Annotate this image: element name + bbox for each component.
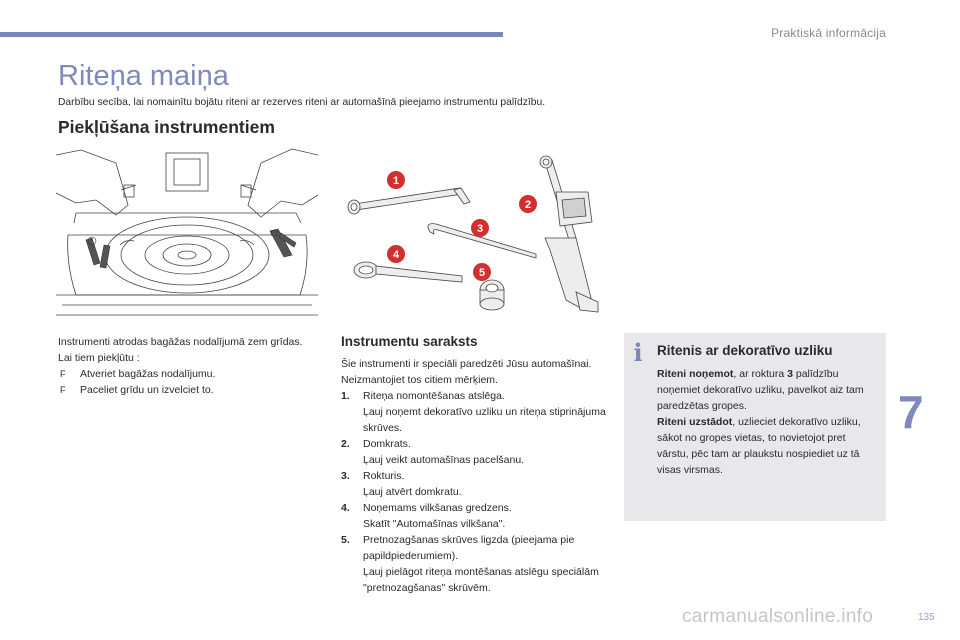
bullet-arrow-icon: F (60, 369, 66, 379)
tool-name: Riteņa nomontēšanas atslēga. (363, 390, 505, 402)
tool-description: Ļauj pielāgot riteņa montēšanas atslēgu speciālām "pretnozagšanas" skrūvēm. (363, 566, 599, 594)
trunk-text-line2: Lai tiem piekļūtu : (58, 352, 140, 364)
list-item (58, 382, 323, 398)
page-number: 135 (918, 612, 935, 623)
tool-number: 3. (341, 470, 350, 482)
tool-name: Noņemams vilkšanas gredzens. (363, 502, 512, 514)
watermark: carmanualsonline.info (682, 606, 874, 627)
info-remove-text-end: palīdzību noņemiet dekoratīvo uzliku, pavelkot aiz tam paredzētas gropes. (657, 368, 864, 412)
list-item (341, 436, 611, 468)
list-item (58, 366, 323, 382)
info-remove-text: , ar roktura (733, 368, 788, 380)
tools-intro: Šie instrumenti ir speciāli paredzēti Jūsu automašīnai. Neizmantojiet tos citiem mērķiem. (341, 358, 592, 386)
info-install-paragraph (657, 414, 879, 478)
tool-number: 5. (341, 534, 350, 546)
tool-number: 2. (341, 438, 350, 450)
header-accent-bar (0, 32, 503, 37)
tool-description: Ļauj atvērt domkratu. (363, 486, 462, 498)
list-item (341, 500, 611, 532)
info-box (624, 333, 886, 521)
tools-heading: Instrumentu saraksts (341, 334, 478, 349)
trunk-illustration (56, 145, 318, 325)
callout-4-label: 4 (392, 249, 400, 261)
tool-name: Pretnozagšanas skrūves ligzda (pieejama pie papildpiederumiem). (363, 534, 575, 562)
info-remove-label: Riteni noņemot (657, 368, 734, 380)
tool-description: Skatīt "Automašīnas vilkšana". (363, 518, 506, 530)
page-title: Riteņa maiņa (58, 60, 229, 92)
tools-illustration (340, 152, 610, 322)
trunk-text-line1: Instrumenti atrodas bagāžas nodalījumā zem grīdas. (58, 336, 303, 348)
callout-2-label: 2 (524, 199, 532, 211)
chapter-number: 7 (898, 386, 924, 438)
page-subtitle: Darbību secība, lai nomainītu bojātu riteni ar rezerves riteni ar automašīnā pieejamo instrumentu palīdzību. (58, 97, 546, 108)
tool-callouts (387, 171, 537, 281)
info-body (657, 366, 879, 478)
tool-description: Ļauj noņemt dekoratīvo uzliku un riteņa stiprinājuma skrūves. (363, 406, 606, 434)
tool-name: Domkrats. (363, 438, 411, 450)
bullet-text: Paceliet grīdu un izvelciet to. (80, 384, 214, 396)
section-header: Praktiskā informācija (771, 26, 886, 40)
list-item (341, 388, 611, 436)
bullet-text: Atveriet bagāžas nodalījumu. (80, 368, 216, 380)
info-install-label: Riteni uzstādot (657, 416, 733, 428)
tool-description: Ļauj veikt automašīnas pacelšanu. (363, 454, 525, 466)
tool-name: Rokturis. (363, 470, 405, 482)
info-remove-paragraph (657, 366, 879, 414)
callout-3-label: 3 (476, 223, 484, 235)
tools-section (341, 334, 611, 596)
section-heading: Piekļūšana instrumentiem (58, 117, 275, 137)
list-item (341, 532, 611, 596)
info-remove-number: 3 (787, 368, 793, 380)
tool-number: 4. (341, 502, 350, 514)
tool-number: 1. (341, 390, 350, 402)
bullet-arrow-icon: F (60, 385, 66, 395)
list-item (341, 468, 611, 500)
callout-1-label: 1 (392, 175, 400, 187)
trunk-instructions (58, 334, 323, 398)
info-install-text: , uzlieciet dekoratīvo uzliku, sākot no gropes vietas, to novietojot pret vārstu, pēc tam ar plaukstu nospiediet uz tā visas virsmas. (657, 416, 861, 476)
callout-5-label: 5 (478, 267, 486, 279)
tools-list (341, 388, 611, 596)
info-heading: Ritenis ar dekoratīvo uzliku (657, 343, 833, 358)
info-icon: i (633, 338, 643, 367)
